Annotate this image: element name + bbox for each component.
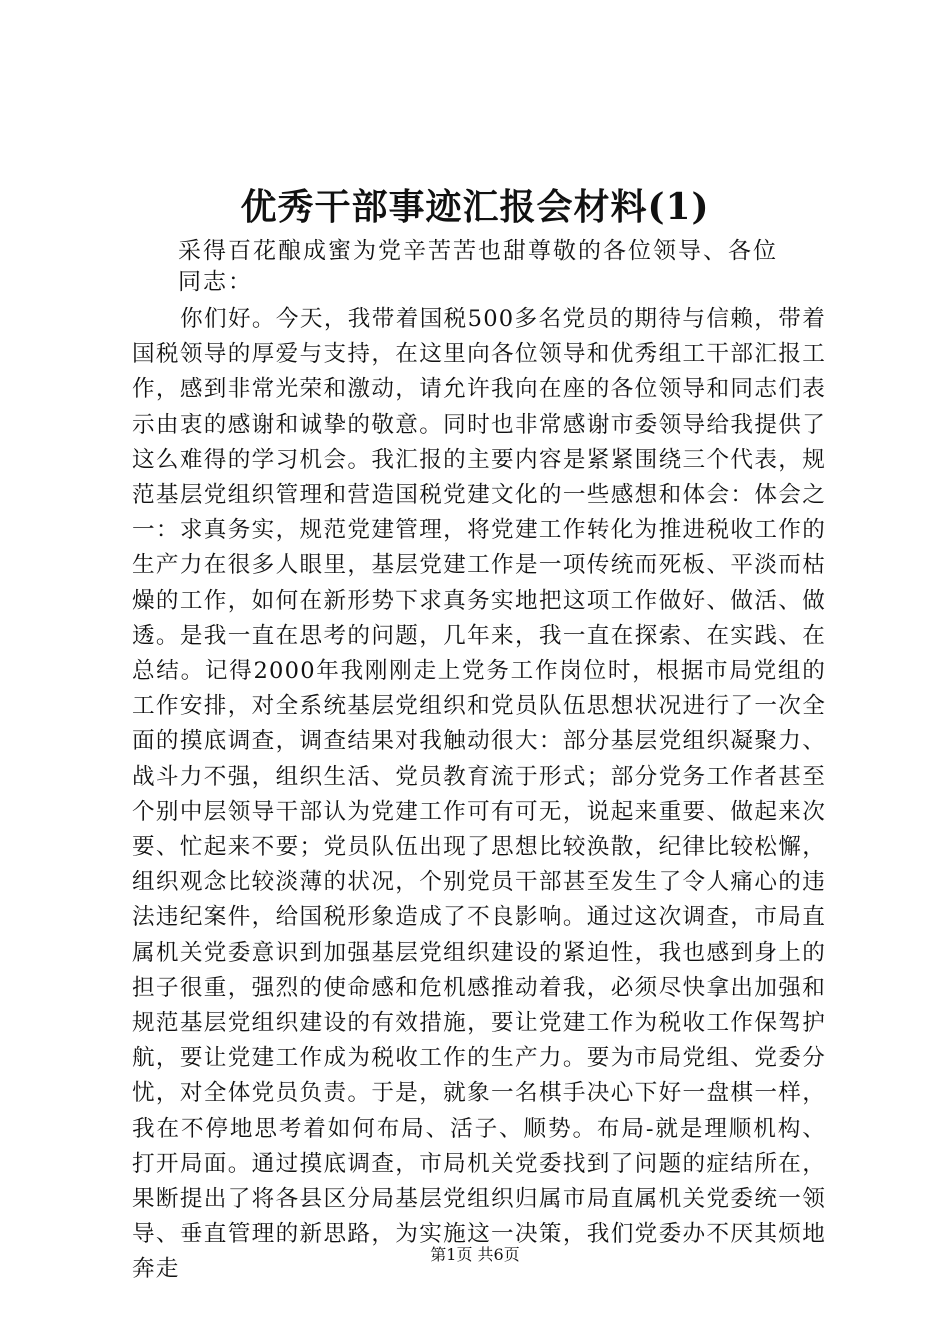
body-paragraph: 你们好。今天，我带着国税500多名党员的期待与信赖，带着国税领导的厚爱与支持，在这里向各位领导和优秀组工干部汇报工作，感到非常光荣和激动，请允许我向在座的各位领导和同志们表示由衷的感谢和诚挚的敬意。同时也非常感谢市委领导给我提供了这么难得的学习机会。我汇报的主要内容是紧紧围绕三个代表，规范基层党组织管理和营造国税党建文化的一些感想和体会：体会之一：求真务实，规范党建管理，将党建工作转化为推进税收工作的生产力在很多人眼里，基层党建工作是一项传统而死板、平淡而枯燥的工作，如何在新形势下求真务实地把这项工作做好、做活、做透。是我一直在思考的问题，几年来，我一直在探索、在实践、在总结。记得2000年我刚刚走上党务工作岗位时，根据市局党组的工作安排，对全系统基层党组织和党员队伍思想状况进行了一次全面的摸底调查，调查结果对我触动很大：部分基层党组织凝聚力、战斗力不强，组织生活、党员教育流于形式；部分党务工作者甚至个别中层领导干部认为党建工作可有可无，说起来重要、做起来次要、忙起来不要；党员队伍出现了思想比较涣散，纪律比较松懈，组织观念比较淡薄的状况，个别党员干部甚至发生了令人痛心的违法违纪案件，给国税形象造成了不良影响。通过这次调查，市局直属机关党委意识到加强基层党组织建设的紧迫性，我也感到身上的担子很重，强烈的使命感和危机感推动着我，必须尽快拿出加强和规范基层党组织建设的有效措施，要让党建工作为税收工作保驾护航，要让党建工作成为税收工作的生产力。要为市局党组、党委分忧，对全体党员负责。于是，就象一名棋手决心下好一盘棋一样，我在不停地思考着如何布局、活子、顺势。布局-就是理顺机构、打开局面。通过摸底调查，市局机关党委找到了问题的症结所在，果断提出了将各县区分局基层党组织归属市局直属机关党委统一领导、垂直管理的新思路，为实施这一决策，我们党委办不厌其烦地奔走 [132,306,826,1283]
document-title: 优秀干部事迹汇报会材料(1) [240,186,710,228]
greeting-paragraph: 采得百花酿成蜜为党辛苦苦也甜尊敬的各位领导、各位同志： [178,238,778,295]
page-footer: 第1页 共6页 [430,1245,520,1264]
